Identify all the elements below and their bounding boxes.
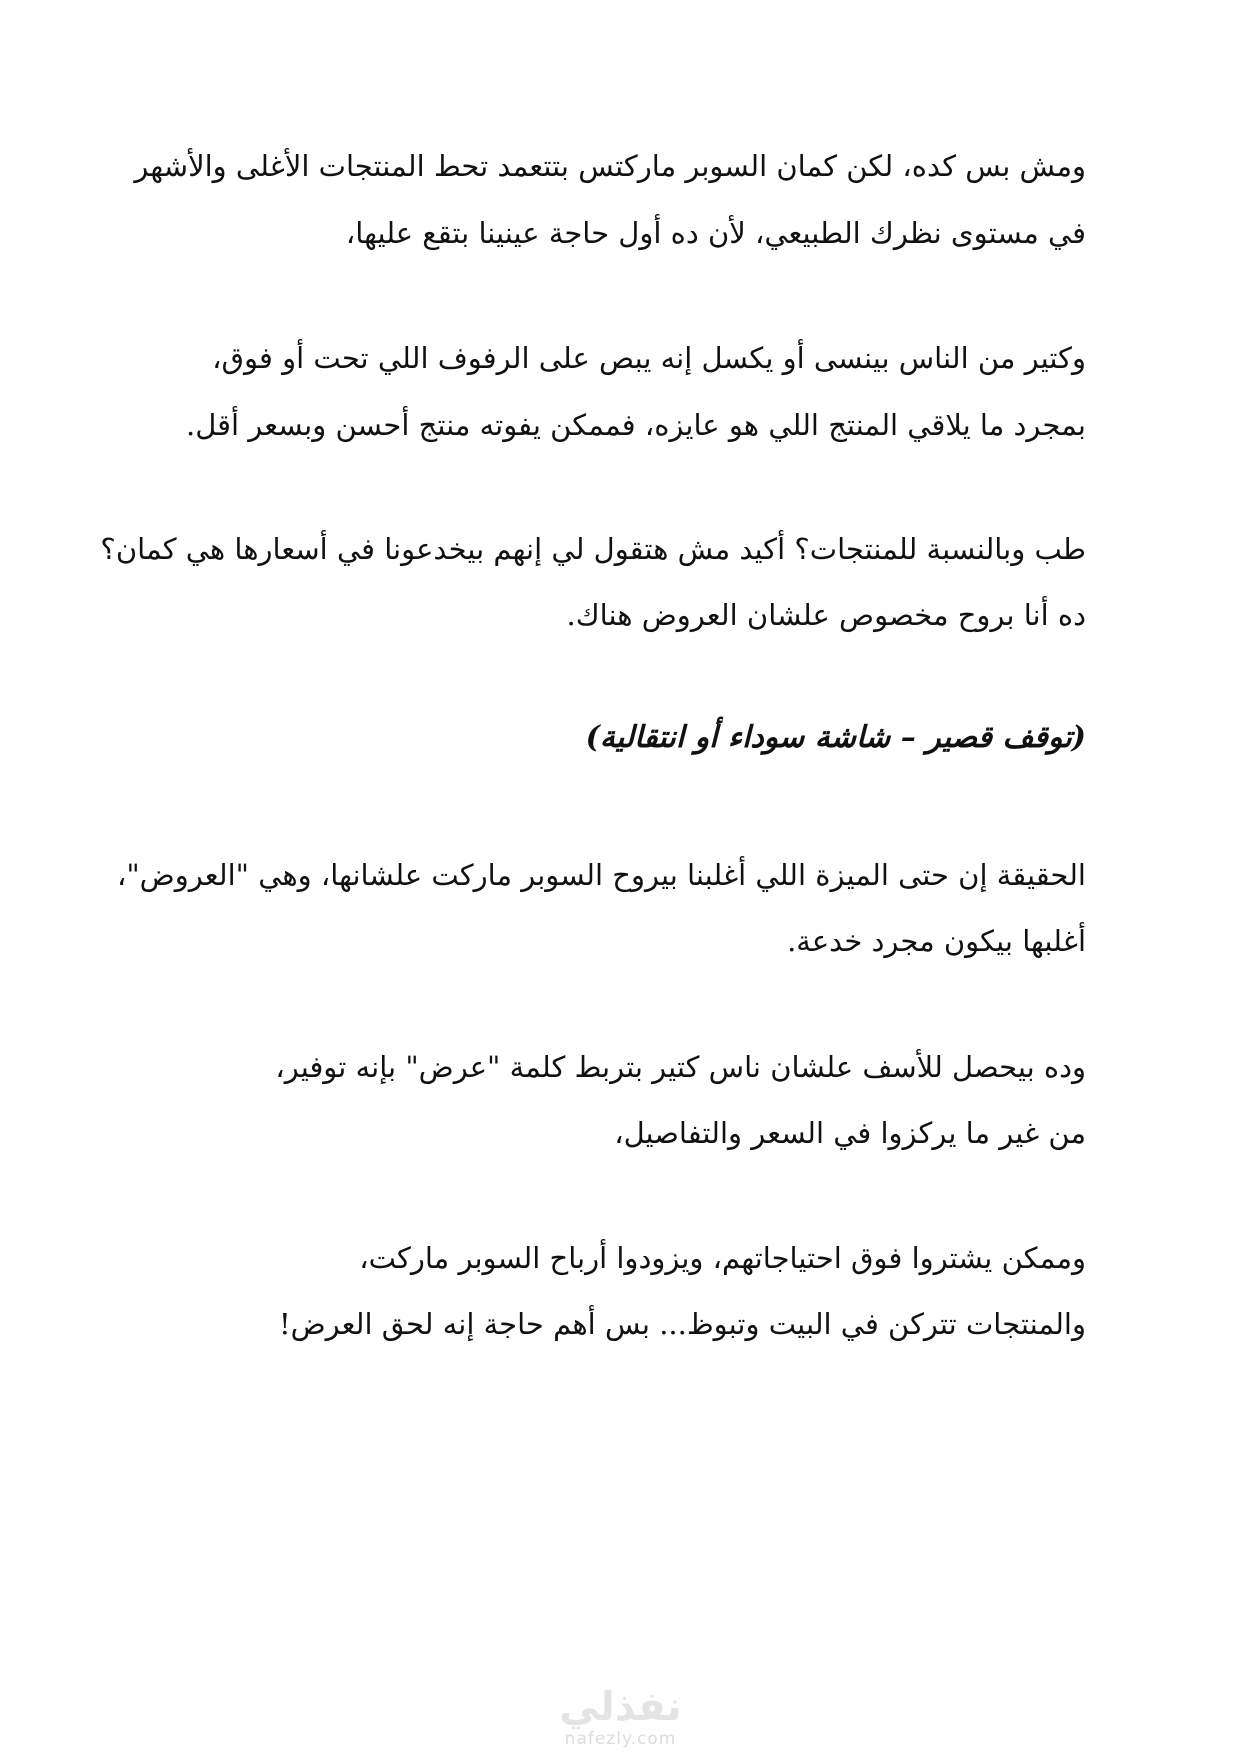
paragraph-5-line-2: أغلبها بيكون مجرد خدعة. xyxy=(787,924,1086,958)
paragraph-6-line-2: من غير ما يركزوا في السعر والتفاصيل، xyxy=(614,1116,1086,1150)
watermark-url: nafezly.com xyxy=(564,1729,677,1749)
paragraph-1-line-2: في مستوى نظرك الطبيعي، لأن ده أول حاجة عينينا بتقع عليها، xyxy=(345,216,1086,250)
paragraph-7-line-2: والمنتجات تتركن في البيت وتبوظ... بس أهم حاجة إنه لحق العرض! xyxy=(278,1307,1086,1341)
nafezly-watermark xyxy=(0,1685,1241,1749)
paragraph-2-line-1: وكتير من الناس بينسى أو يكسل إنه يبص على الرفوف اللي تحت أو فوق، xyxy=(212,341,1086,375)
paragraph-5-line-1: الحقيقة إن حتى الميزة اللي أغلبنا بيروح السوبر ماركت علشانها، وهي "العروض"، xyxy=(116,858,1086,892)
watermark-logo: نفذلي xyxy=(559,1684,682,1730)
paragraph-7-line-1: وممكن يشتروا فوق احتياجاتهم، ويزودوا أرباح السوبر ماركت، xyxy=(359,1241,1086,1275)
paragraph-1-line-1: ومش بس كده، لكن كمان السوبر ماركتس بتتعمد تحط المنتجات الأغلى والأشهر xyxy=(134,149,1086,183)
section-pause-heading: (توقف قصير – شاشة سوداء أو انتقالية) xyxy=(585,720,1086,755)
paragraph-2-line-2: بمجرد ما يلاقي المنتج اللي هو عايزه، فممكن يفوته منتج أحسن وبسعر أقل. xyxy=(185,408,1086,442)
paragraph-3-line-1: طب وبالنسبة للمنتجات؟ أكيد مش هتقول لي إنهم بيخدعونا في أسعارها هي كمان؟ xyxy=(100,532,1086,566)
paragraph-6-line-1: وده بيحصل للأسف علشان ناس كتير بتربط كلمة "عرض" بإنه توفير، xyxy=(275,1050,1086,1084)
paragraph-3-line-2: ده أنا بروح مخصوص علشان العروض هناك. xyxy=(566,598,1086,632)
